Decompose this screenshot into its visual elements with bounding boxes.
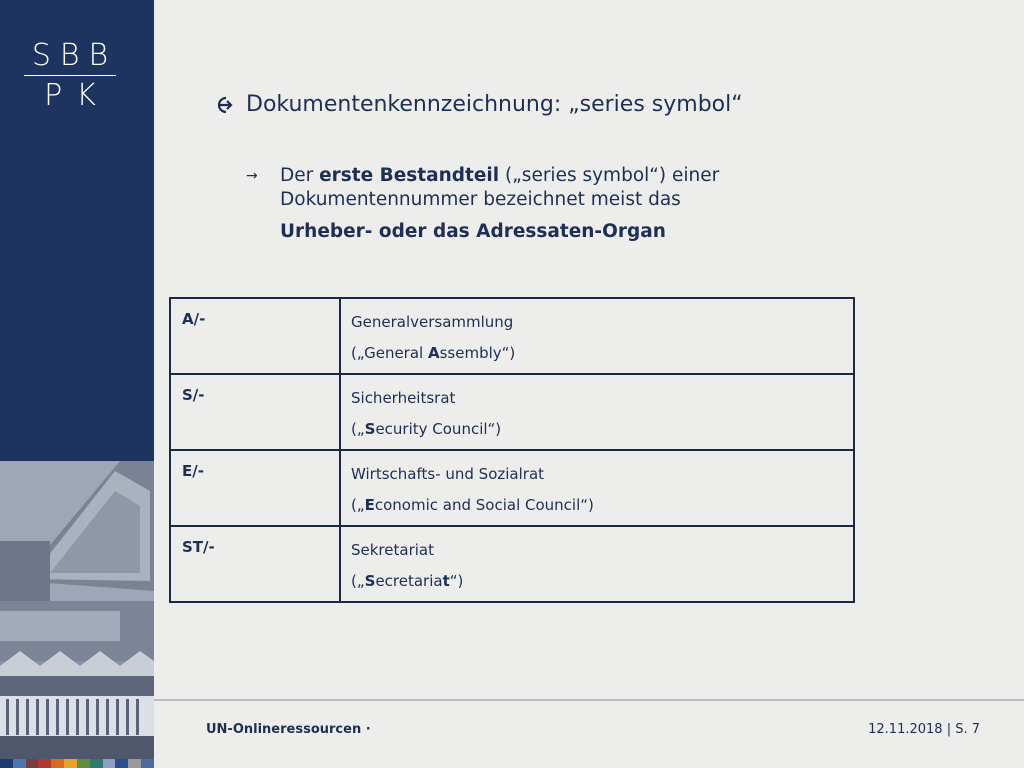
en-open: („General <box>351 344 428 362</box>
en-open: („ <box>351 420 365 438</box>
footer-divider <box>154 699 1024 701</box>
organ-name-en <box>351 414 853 445</box>
color-swatch <box>0 759 13 768</box>
color-swatch <box>13 759 26 768</box>
color-swatch <box>38 759 51 768</box>
color-swatch <box>51 759 64 768</box>
color-swatch <box>128 759 141 768</box>
table-row <box>171 375 853 451</box>
sub-bullet-emphasis: Urheber- oder das Adressaten-Organ <box>280 221 666 242</box>
series-code: ST/- <box>171 527 341 601</box>
sub-bullet-line-1 <box>246 164 806 188</box>
organ-description <box>341 527 853 601</box>
sidebar <box>0 0 154 768</box>
en-rest: ecurity Council“) <box>375 420 502 438</box>
slide-heading <box>214 92 743 117</box>
en-rest: ecretaria <box>375 572 443 590</box>
en-final-bold: t <box>442 572 450 590</box>
color-swatch <box>26 759 39 768</box>
organ-name-en <box>351 566 853 597</box>
text-suffix: („series symbol“) einer <box>499 165 720 186</box>
color-stripe <box>0 759 154 768</box>
organ-name-de: Sekretariat <box>351 541 434 559</box>
series-code: A/- <box>171 299 341 373</box>
table-row <box>171 451 853 527</box>
organ-name-de: Generalversammlung <box>351 313 514 331</box>
heading-text: Dokumentenkennzeichnung: „series symbol“ <box>246 92 743 117</box>
logo-top-text: SBB <box>31 38 118 73</box>
organ-description <box>341 375 853 449</box>
arrow-right-icon: → <box>246 168 258 184</box>
en-open: („ <box>351 572 365 590</box>
text-bold: erste Bestandteil <box>319 165 500 186</box>
sub-bullet-line-2: Dokumentennummer bezeichnet meist das <box>280 189 681 210</box>
color-swatch <box>77 759 90 768</box>
logo-divider <box>24 75 116 76</box>
series-code: S/- <box>171 375 341 449</box>
table-row <box>171 299 853 375</box>
organ-name-de: Wirtschafts- und Sozialrat <box>351 465 545 483</box>
footer-page-info: 12.11.2018 | S. 7 <box>868 722 980 737</box>
text-prefix: Der <box>280 165 320 186</box>
en-initial: S <box>364 572 376 590</box>
organ-name-en <box>351 490 853 521</box>
en-rest: conomic and Social Council“) <box>374 496 594 514</box>
color-swatch <box>103 759 116 768</box>
en-open: („ <box>351 496 365 514</box>
color-swatch <box>141 759 154 768</box>
organ-description <box>341 299 853 373</box>
en-close: “) <box>449 572 464 590</box>
footer-title: UN-Onlineressourcen · <box>206 722 371 737</box>
building-photo <box>0 461 154 759</box>
series-code: E/- <box>171 451 341 525</box>
organ-name-en <box>351 338 853 369</box>
en-initial: S <box>364 420 376 438</box>
en-initial: E <box>364 496 375 514</box>
color-swatch <box>115 759 128 768</box>
logo-bottom-text: PK <box>44 78 110 113</box>
circled-arrow-icon <box>214 94 236 116</box>
en-rest: ssembly“) <box>439 344 516 362</box>
sbb-pk-logo <box>20 38 120 114</box>
organ-description <box>341 451 853 525</box>
organ-name-de: Sicherheitsrat <box>351 389 456 407</box>
color-swatch <box>64 759 77 768</box>
en-initial: A <box>427 344 440 362</box>
table-row <box>171 527 853 601</box>
sub-bullet <box>246 164 806 244</box>
series-symbol-table <box>169 297 855 603</box>
color-swatch <box>90 759 103 768</box>
